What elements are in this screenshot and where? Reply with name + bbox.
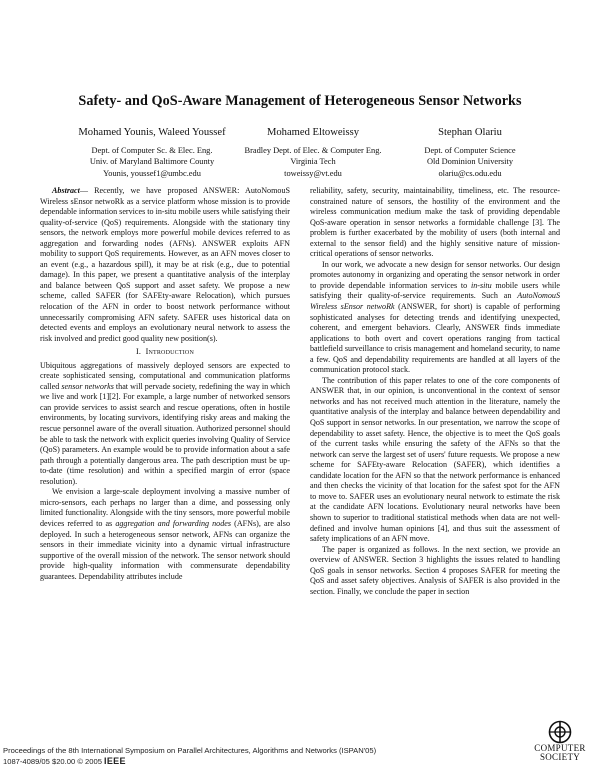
author-2-institution: Virginia Tech xyxy=(290,157,336,167)
author-3-dept: Dept. of Computer Science xyxy=(424,146,516,156)
author-1-dept: Dept. of Computer Sc. & Elec. Eng. xyxy=(91,146,213,156)
section-number: I. xyxy=(135,347,142,357)
right-p2-text: In our work, we advocate a new design for sensor networks. Our design promotes autonomy in organizing and operating the sensor network in order to provide dependable information services to xyxy=(310,259,560,290)
intro-p2-text: We envision a large-scale deployment involving a massive number of micro-sensors, each perhaps no larger than a dime, and possessing only limited functionality. Alongside with the tiny sensors, more powerful mobile devices referred to as xyxy=(40,487,290,528)
intro-p1-text-cont: that will pervade society, redefining the way in which we live and work [1][2]. For example, a large number of networked sensors can provide services to assist search and rescue operations, often in hostile environments, by locating survivors, identifying risky areas and making the rescue personnel aware of the overall situation. Authorized personnel should be able to task the network with explicit queries involving Quality of Service (QoS) parameters. An example would be to provide information about a safe path through a potentially dangerous area. The path description must be up-to-date (time resolution) and within a specified margin of error (space resolution). xyxy=(40,381,290,486)
intro-paragraph-1 xyxy=(40,361,290,488)
right-paragraph-4: The paper is organized as follows. In the next section, we provide an overview of ANSWER. Section 3 highlights the issues related to handling QoS goals in sensor networks. Section 4 proposes SAFER for meeting the QoS and asset safety objectives. Analysis of SAFER is also provided in the section. Finally, we conclude the paper in section xyxy=(310,544,560,596)
abstract-text: — Recently, we have proposed ANSWER: AutoNomouS Wireless sEnsor netwoRk as a service platform whose mission is to provide dependable information services to in-situ mobile users while satisfying their quality-of-service (QoS) requirements. Alongside with the stationary tiny sensors, the network employs more powerful mobile devices referred to as aggregation and forwarding nodes (AFNs). ANSWER exploits AFN mobility to support QoS requirements. However, as an AFN moves closer to an event (e.g., a hazardous spill), it may be at risk (e.g., due to potential damage). In this paper, we present a quantitative analysis of the interplay and balance between QoS support and asset safety. We propose a new scheme, called SAFER (for SAFEty-aware Relocation), which pursues relocation of the AFN in order to boost network performance without unnecessarily compromising AFN safety. SAFER uses historical data on detected events and employs an evolutionary neural network to assess the risk involved and predict good quality new position(s). xyxy=(40,186,290,343)
right-paragraph-1: reliability, safety, security, maintainability, timeliness, etc. The resource-constrained nature of sensors, the hostility of the environment and the wireless communication medium make the task of providing dependable QoS-aware operation in sensor networks a formidable challenge [3]. The problem is further exacerbated by the mobility of users (both internal and external to the sensor field) and the highly sensitive nature of mission-critical operations of sensor networks. xyxy=(310,186,560,259)
author-1 xyxy=(58,127,246,179)
ieee-wordmark: IEEE xyxy=(104,756,126,766)
author-2 xyxy=(223,127,403,179)
right-p2-text-end: (ANSWER, for short) is capable of performing sophisticated analyses for detecting trends and identifying unexpected, coherent, and emergent behaviors. Clearly, ANSWER finds immediate applications to both overt and covert operations ranging from tactical battlefield surveillance to crisis management and homeland security, to name a few. QoS and dependability requirements are handled at all layers of the communication protocol stack. xyxy=(310,302,561,375)
author-block xyxy=(40,127,560,177)
right-paragraph-3: The contribution of this paper relates to one of the core components of ANSWER that, in our opinion, is unconventional in the context of sensor networks and has not received much attention in the literature, namely the quantitative analysis of the interplay and balance between dependability and QoS support in sensor networks. In our presentation, we narrow the scope of dependability to asset safety. Hence, the objective is to meet the QoS goals of the current tasks while ensuring the safety of the AFNs so that the network can serve the largest set of users' future requests. We propose a new scheme for SAFEty-aware Relocation (SAFER), which identifies a candidate location for the AFN so that the network performance is enhanced and then checks the vicinity of that location for the safest spot for the AFN to move to. SAFER uses an evolutionary neural network to estimate the risk at the candidate AFN locations. Evolutionary neural networks have been shown to superior to traditional statistical methods when data are not well-defined and involve human opinions [4], and thus suit the assessment of safety implications of an AFN move. xyxy=(310,375,560,544)
author-3-name: Stephan Olariu xyxy=(438,127,502,138)
footer-proceedings: Proceedings of the 8th International Symposium on Parallel Architectures, Algorithms and Networks (ISPAN'05) xyxy=(3,746,377,755)
section-title: Introduction xyxy=(145,347,194,357)
logo-line-1: COMPUTER xyxy=(534,743,586,753)
intro-paragraph-2 xyxy=(40,487,290,582)
author-1-email: Younis, youssef1@umbc.edu xyxy=(103,168,201,178)
intro-p2-text-cont: (AFNs), are also deployed. In such a heterogeneous sensor network, AFNs can organize the sensors in their immediate vicinity into a dynamic virtual infrastructure supportive of the overall mission of the network. The sensor network should provide high-quality information with commensurate dependability guarantees. Dependability attributes include xyxy=(40,518,290,581)
intro-p2-emphasis: aggregation and forwarding nodes xyxy=(115,518,232,528)
right-p2-emphasis-2: AutoNomouS Wireless sEnsor netwoRk xyxy=(310,291,560,312)
paper-title: Safety- and QoS-Aware Management of Heterogeneous Sensor Networks xyxy=(78,93,522,109)
abstract-label: Abstract xyxy=(52,186,80,195)
right-p2-emphasis-1: in-situ xyxy=(470,280,492,290)
page-footer xyxy=(3,745,376,767)
author-2-email: toweissy@vt.edu xyxy=(284,168,342,178)
section-heading xyxy=(40,347,290,358)
author-3-email: olariu@cs.odu.edu xyxy=(438,168,502,178)
abstract xyxy=(40,186,290,344)
intro-p1-emphasis: sensor networks xyxy=(61,381,114,391)
logo-line-2: SOCIETY xyxy=(539,752,581,762)
author-2-dept: Bradley Dept. of Elec. & Computer Eng. xyxy=(244,146,382,156)
author-3 xyxy=(385,127,555,179)
footer-isbn: 1087-4089/05 $20.00 © 2005 xyxy=(3,757,102,766)
left-column xyxy=(40,186,290,582)
author-1-name: Mohamed Younis, Waleed Youssef xyxy=(78,127,226,138)
right-column xyxy=(310,186,560,597)
author-3-institution: Old Dominion University xyxy=(426,157,514,167)
right-p2-text-cont: mobile users while satisfying their quality-of-service requirements. Such an xyxy=(310,280,560,301)
computer-society-logo-icon xyxy=(547,720,573,744)
intro-p1-text: Ubiquitous aggregations of massively deployed sensors are expected to create sophisticated sensing, computational and communication platforms called xyxy=(40,360,290,391)
right-paragraph-2 xyxy=(310,260,560,376)
author-1-institution: Univ. of Maryland Baltimore County xyxy=(89,157,215,167)
footer-isbn-line xyxy=(3,756,376,767)
author-2-name: Mohamed Eltoweissy xyxy=(266,127,360,138)
computer-society-logo xyxy=(528,720,592,772)
